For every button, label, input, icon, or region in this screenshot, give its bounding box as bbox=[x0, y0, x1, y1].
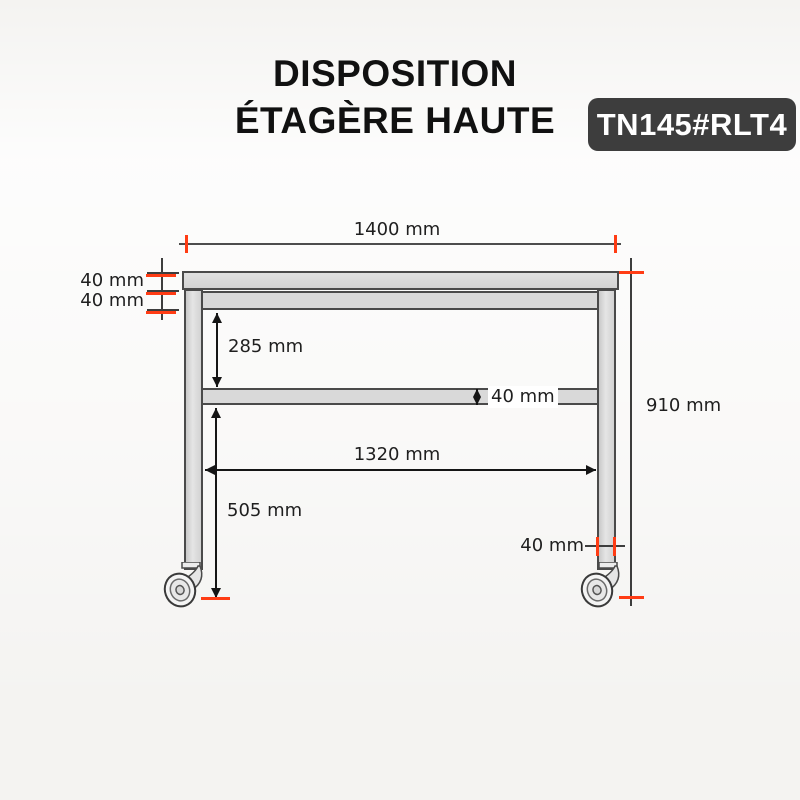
reference-badge bbox=[588, 98, 796, 151]
top-to-shelf-label: 285 mm bbox=[228, 336, 304, 357]
left-caster-icon bbox=[158, 562, 212, 608]
height-tick-top bbox=[619, 271, 644, 274]
apron-rail bbox=[201, 291, 599, 310]
thickness-tick-top-red bbox=[146, 274, 176, 277]
width-dimension-line bbox=[179, 243, 621, 245]
thickness-tick-mid-red bbox=[146, 292, 176, 295]
inner-width-arrow bbox=[205, 469, 596, 471]
shelf-to-floor-arrow bbox=[215, 408, 217, 598]
height-dimension-line bbox=[630, 258, 632, 606]
overall-height-label: 910 mm bbox=[646, 395, 722, 416]
thickness-tick-bottom-red bbox=[146, 311, 176, 314]
height-tick-bottom bbox=[619, 596, 644, 599]
title-line-1: DISPOSITION bbox=[273, 53, 517, 94]
title-line-2: ÉTAGÈRE HAUTE bbox=[234, 100, 556, 141]
floor-level-tick bbox=[201, 597, 230, 600]
frame-thickness-label: 40 mm bbox=[80, 290, 144, 311]
right-leg bbox=[597, 289, 616, 570]
shelf-thickness-arrow bbox=[476, 389, 478, 405]
shelf-to-floor-label: 505 mm bbox=[227, 500, 303, 521]
leg-width-line bbox=[585, 545, 625, 547]
top-thickness-label: 40 mm bbox=[80, 270, 144, 291]
tabletop bbox=[182, 271, 619, 290]
width-dimension-tick-right bbox=[614, 235, 617, 253]
leg-width-tick-right bbox=[613, 537, 616, 556]
shelf-thickness-label: 40 mm bbox=[488, 386, 558, 408]
overall-width-label: 1400 mm bbox=[353, 219, 441, 240]
top-to-shelf-arrow bbox=[216, 313, 218, 387]
reference-code: TN145#RLT4 bbox=[596, 106, 788, 142]
width-dimension-tick-left bbox=[185, 235, 188, 253]
leg-width-tick-left bbox=[596, 537, 599, 556]
right-caster-icon bbox=[575, 562, 629, 608]
left-leg bbox=[184, 289, 203, 570]
inner-width-label: 1320 mm bbox=[353, 444, 441, 465]
leg-width-label: 40 mm bbox=[520, 535, 584, 556]
